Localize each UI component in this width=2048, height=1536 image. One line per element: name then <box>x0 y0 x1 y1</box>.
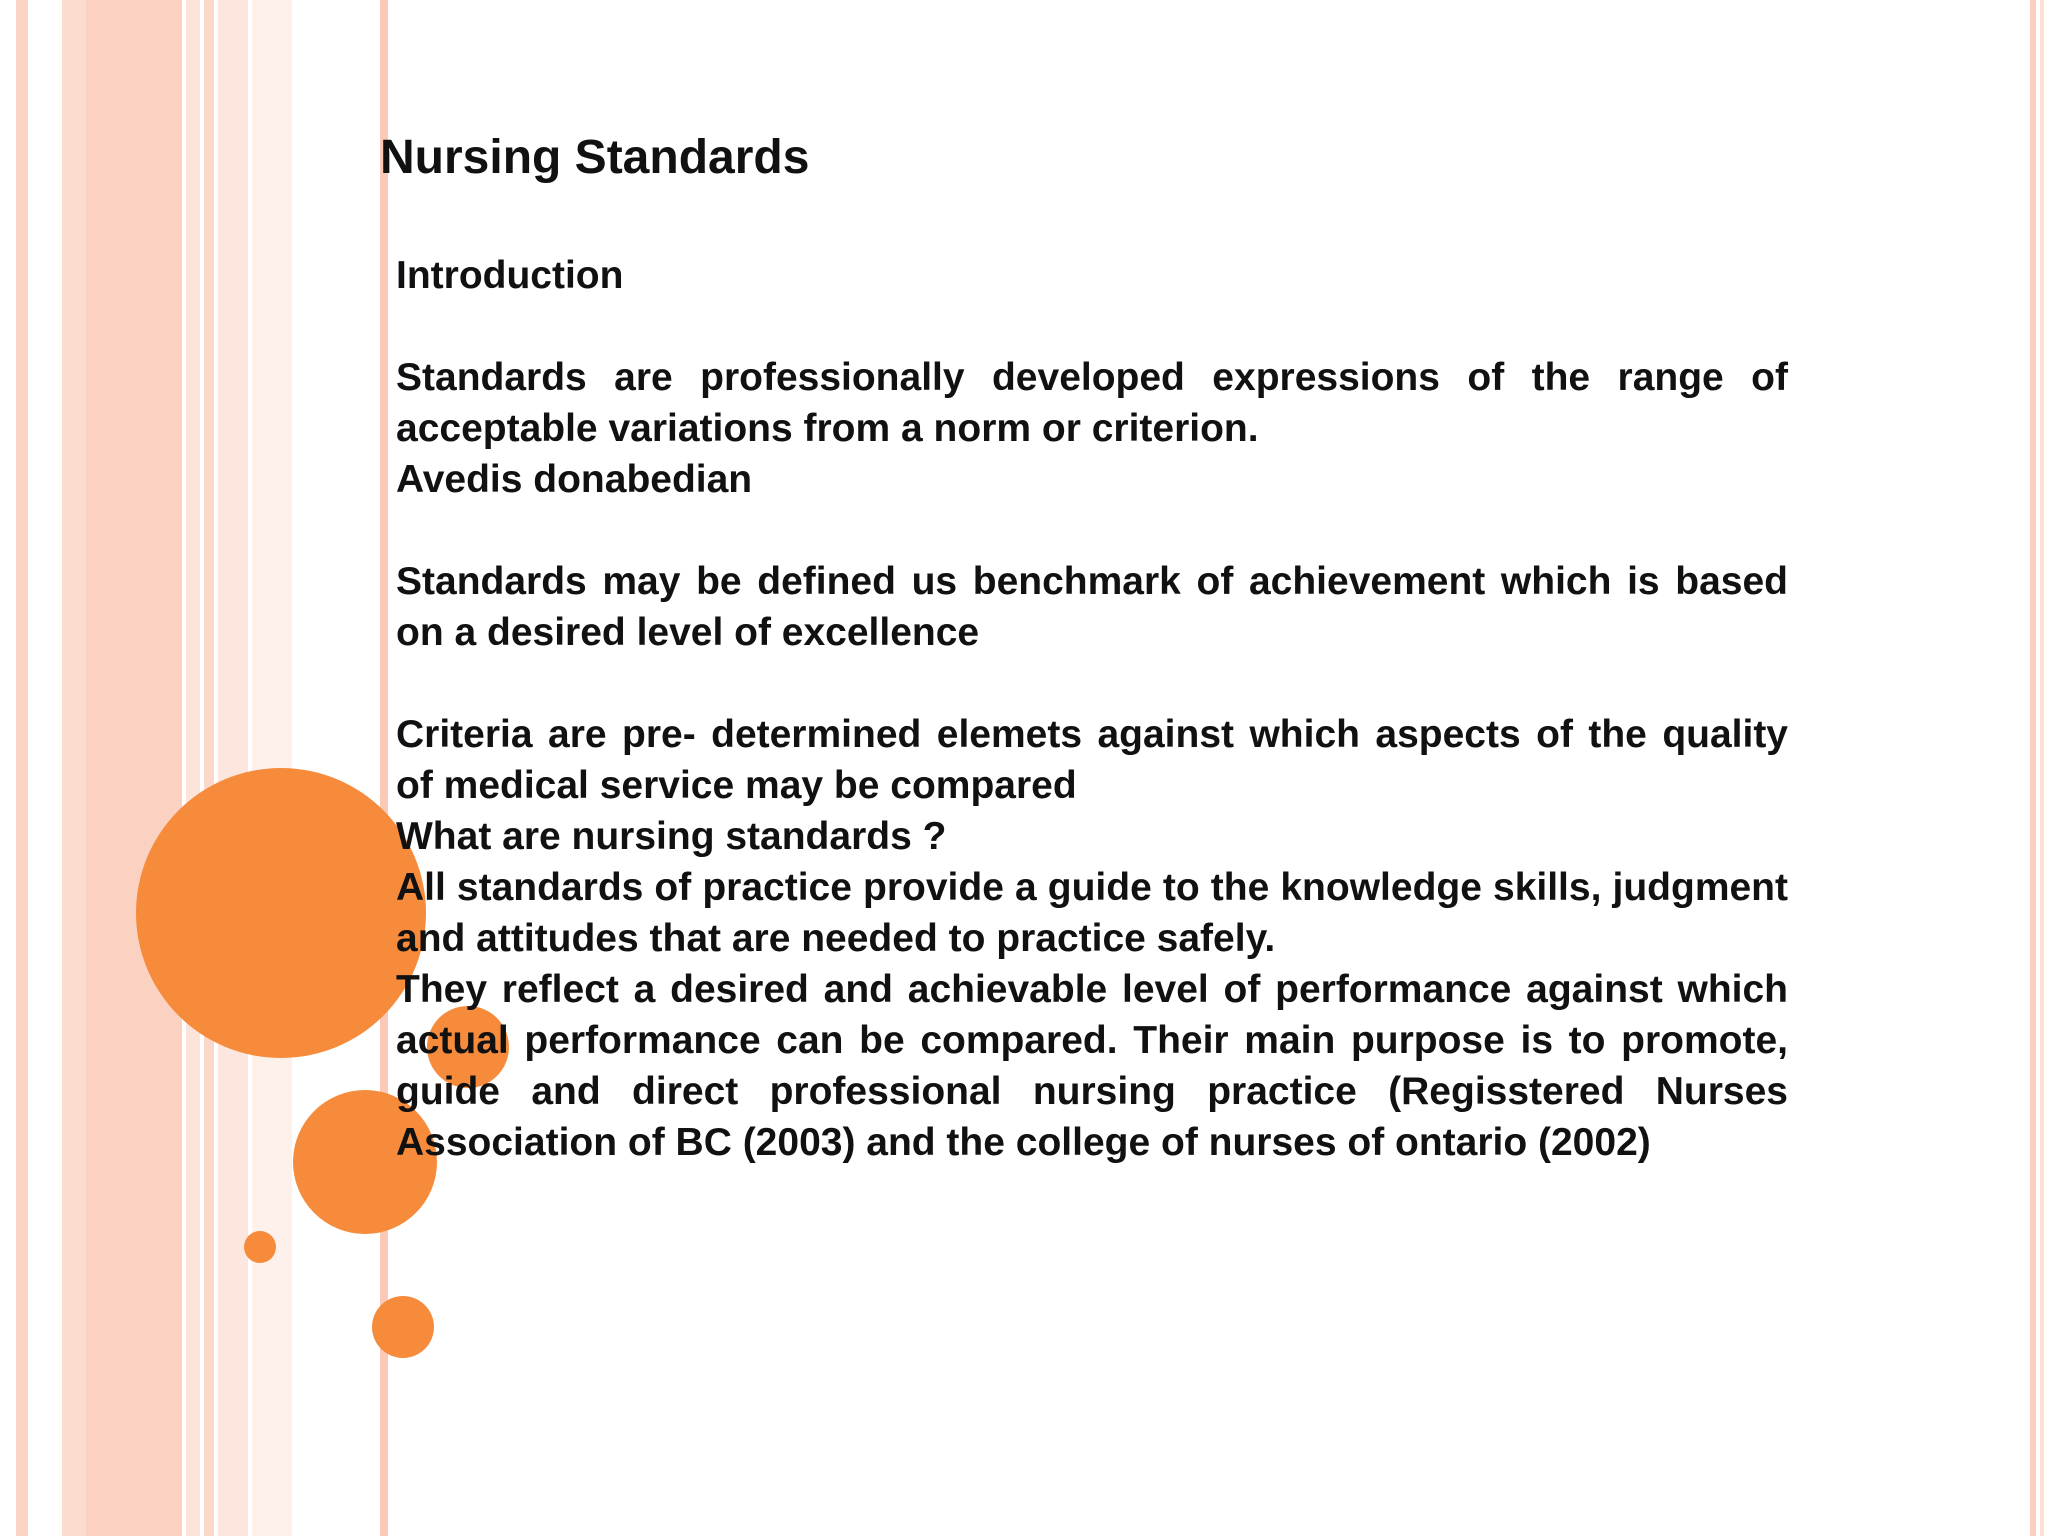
decorative-stripe <box>218 0 248 1536</box>
body-paragraph: Standards may be defined us benchmark of achievement which is based on a desired level of excellence <box>396 560 1788 654</box>
paragraph-spacer <box>396 505 1788 556</box>
body-paragraph: Standards are professionally developed expressions of the range of acceptable variations from a norm or criterion. <box>396 356 1788 450</box>
paragraph-spacer <box>396 301 1788 352</box>
body-paragraph: They reflect a desired and achievable level of performance against which actual performance can be compared. Their main purpose is to promote, guide and direct professional nursing practice (Regisstered Nurses Association of BC (2003) and the college of nurses of ontario (2002) <box>396 968 1788 1164</box>
paragraph-spacer <box>396 658 1788 709</box>
decorative-stripe <box>2040 0 2044 1536</box>
decorative-circle <box>136 768 426 1058</box>
decorative-stripe <box>204 0 214 1536</box>
slide-title: Nursing Standards <box>380 131 810 184</box>
decorative-stripe <box>86 0 182 1536</box>
section-heading: Introduction <box>396 254 624 297</box>
slide-body <box>396 250 1788 1168</box>
decorative-circle <box>372 1296 434 1358</box>
body-question: What are nursing standards ? <box>396 815 947 858</box>
body-paragraph: Criteria are pre- determined elemets against which aspects of the quality of medical service may be compared <box>396 713 1788 807</box>
decorative-stripe <box>16 0 28 1536</box>
decorative-stripe <box>2030 0 2036 1536</box>
decorative-stripe <box>186 0 200 1536</box>
citation-author: Avedis donabedian <box>396 458 753 501</box>
decorative-circle <box>244 1231 276 1263</box>
body-paragraph: All standards of practice provide a guide to the knowledge skills, judgment and attitudes that are needed to practice safely. <box>396 866 1788 960</box>
